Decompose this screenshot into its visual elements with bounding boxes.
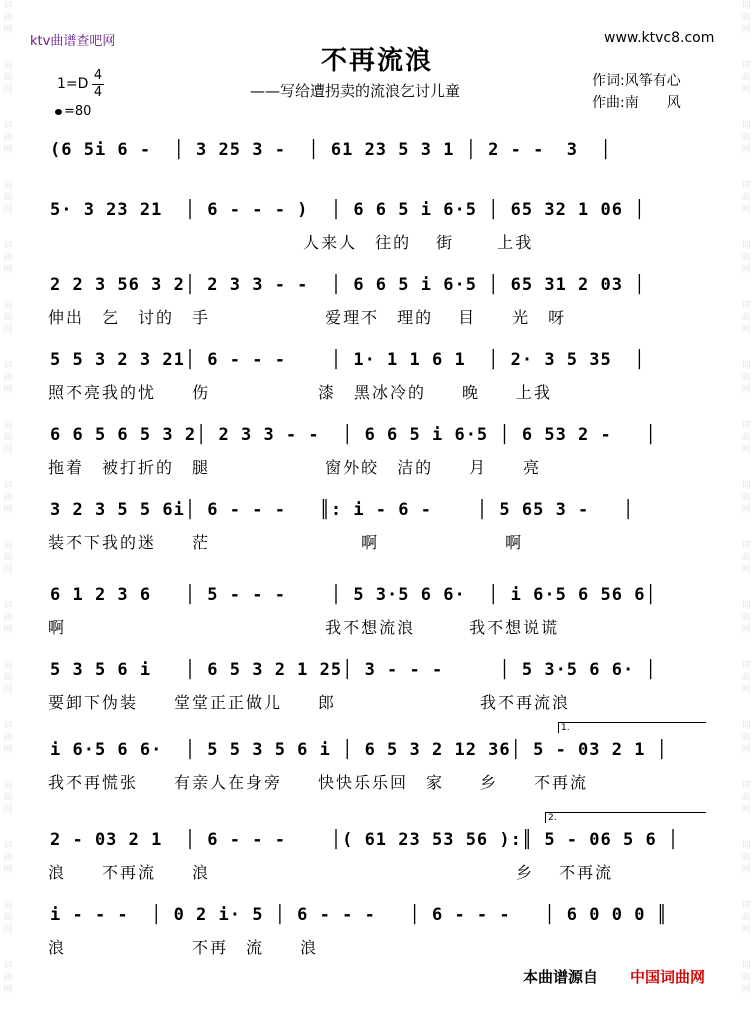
watermark-text: 词曲网 [3, 601, 13, 635]
notation-line: 5· 3 23 21 │ 6 - - - ) │ 6 6 5 i 6·5 │ 65 32 1 06 │ [50, 200, 646, 220]
watermark-text: 词曲网 [3, 721, 13, 755]
watermark-text: 词曲网 [741, 661, 751, 695]
song-title: 不再流浪 [320, 46, 433, 76]
watermark-text: 词曲网 [741, 361, 751, 395]
lyrics-line: 浪 不再 流 浪 [48, 938, 319, 957]
watermark-text: 词曲网 [741, 241, 751, 275]
footer-source-label: 本曲谱源自 [523, 968, 599, 986]
lyrics-line: 我不再慌张 有亲人在身旁 快快乐乐回 家 乡 不再流 [48, 773, 589, 792]
song-subtitle: ——写给遭拐卖的流浪乞讨儿童 [250, 82, 461, 100]
watermark-text: 词曲网 [3, 121, 13, 155]
notation-line: 2 - 03 2 1 │ 6 - - - │( 61 23 53 56 ):║ 5 - 06 5 6 │ [50, 830, 680, 850]
watermark-text: 词曲网 [3, 481, 13, 515]
lyrics-line: 浪 不再流 浪 乡 不再流 [48, 863, 614, 882]
time-signature [92, 68, 104, 101]
watermark-text: 词曲网 [741, 421, 751, 455]
watermark-left [0, 0, 16, 1013]
watermark-text: 词曲网 [741, 61, 751, 95]
lyrics-line: 照不亮我的忧 伤 漆 黑冰冷的 晚 上我 [48, 383, 553, 402]
watermark-text: 词曲网 [741, 961, 751, 995]
composer: 作曲:南 风 [592, 95, 681, 111]
notation-line: 5 5 3 2 3 21│ 6 - - - │ 1· 1 1 6 1 │ 2· 3 5 35 │ [50, 350, 646, 370]
watermark-text: 词曲网 [741, 781, 751, 815]
tempo-value: =80 [64, 104, 92, 119]
quarter-note-icon [55, 109, 62, 115]
volta-first-ending: 1. [558, 722, 706, 733]
credits [592, 70, 681, 114]
watermark-text: 词曲网 [3, 901, 13, 935]
watermark-text: 词曲网 [3, 301, 13, 335]
tempo-marking [55, 104, 91, 119]
watermark-text: 词曲网 [741, 841, 751, 875]
watermark-text: 词曲网 [741, 721, 751, 755]
watermark-text: 词曲网 [741, 541, 751, 575]
watermark-text: 词曲网 [741, 1, 751, 35]
watermark-right [738, 0, 754, 1013]
watermark-text: 词曲网 [3, 1, 13, 35]
lyrics-line: 人来人 往的 街 上我 [48, 233, 534, 252]
notation-line: 6 1 2 3 6 │ 5 - - - │ 5 3·5 6 6· │ i 6·5 6 56 6│ [50, 585, 657, 605]
lyrics-line: 要卸下伪装 堂堂正正做儿 郎 我不再流浪 [48, 693, 571, 712]
notation-line: 3 2 3 5 5 6i│ 6 - - - ║: i - 6 - │ 5 65 3 - │ [50, 500, 635, 520]
lyrics-line: 伸出 乞 讨的 手 爱理不 理的 目 光 呀 [48, 308, 567, 327]
notation-line: 6 6 5 6 5 3 2│ 2 3 3 - - │ 6 6 5 i 6·5 │ 6 53 2 - │ [50, 425, 657, 445]
watermark-text: 词曲网 [3, 661, 13, 695]
notation-line: i - - - │ 0 2 i· 5 │ 6 - - - │ 6 - - - │ 6 0 0 0 ║ [50, 905, 668, 925]
watermark-text: 词曲网 [3, 361, 13, 395]
lyrics-line: 拖着 被打折的 腿 窗外皎 洁的 月 亮 [48, 458, 542, 477]
watermark-text: 词曲网 [741, 601, 751, 635]
key-signature: 1=D [57, 76, 89, 92]
site-url-right: www.ktvc8.com [604, 30, 715, 46]
watermark-text: 词曲网 [3, 61, 13, 95]
time-signature-top: 4 [93, 68, 103, 83]
watermark-text: 词曲网 [3, 541, 13, 575]
watermark-text: 词曲网 [741, 181, 751, 215]
watermark-text: 词曲网 [3, 181, 13, 215]
lyricist: 作词:风筝有心 [592, 73, 681, 89]
watermark-text: 词曲网 [741, 301, 751, 335]
lyrics-line: 装不下我的迷 茫 啊 啊 [48, 533, 524, 552]
watermark-text: 词曲网 [3, 841, 13, 875]
watermark-text: 词曲网 [741, 901, 751, 935]
notation-line: i 6·5 6 6· │ 5 5 3 5 6 i │ 6 5 3 2 12 36│ 5 - 03 2 1 │ [50, 740, 668, 760]
watermark-text: 词曲网 [3, 961, 13, 995]
notation-line: (6 5i 6 - │ 3 25 3 - │ 61 23 5 3 1 │ 2 - - 3 │ [50, 140, 612, 160]
time-signature-bottom: 4 [93, 85, 103, 100]
watermark-text: 词曲网 [741, 481, 751, 515]
notation-line: 2 2 3 56 3 2│ 2 3 3 - - │ 6 6 5 i 6·5 │ 65 31 2 03 │ [50, 275, 646, 295]
lyrics-line: 啊 我不想流浪 我不想说谎 [48, 618, 560, 637]
site-name-left: ktv曲谱查吧网 [30, 34, 116, 49]
notation-line: 5 3 5 6 i │ 6 5 3 2 1 25│ 3 - - - │ 5 3·5 6 6· │ [50, 660, 657, 680]
watermark-text: 词曲网 [3, 781, 13, 815]
watermark-text: 词曲网 [3, 421, 13, 455]
watermark-text: 词曲网 [3, 241, 13, 275]
footer-source-site: 中国词曲网 [630, 968, 706, 986]
volta-second-ending: 2. [545, 812, 706, 823]
watermark-text: 词曲网 [741, 121, 751, 155]
